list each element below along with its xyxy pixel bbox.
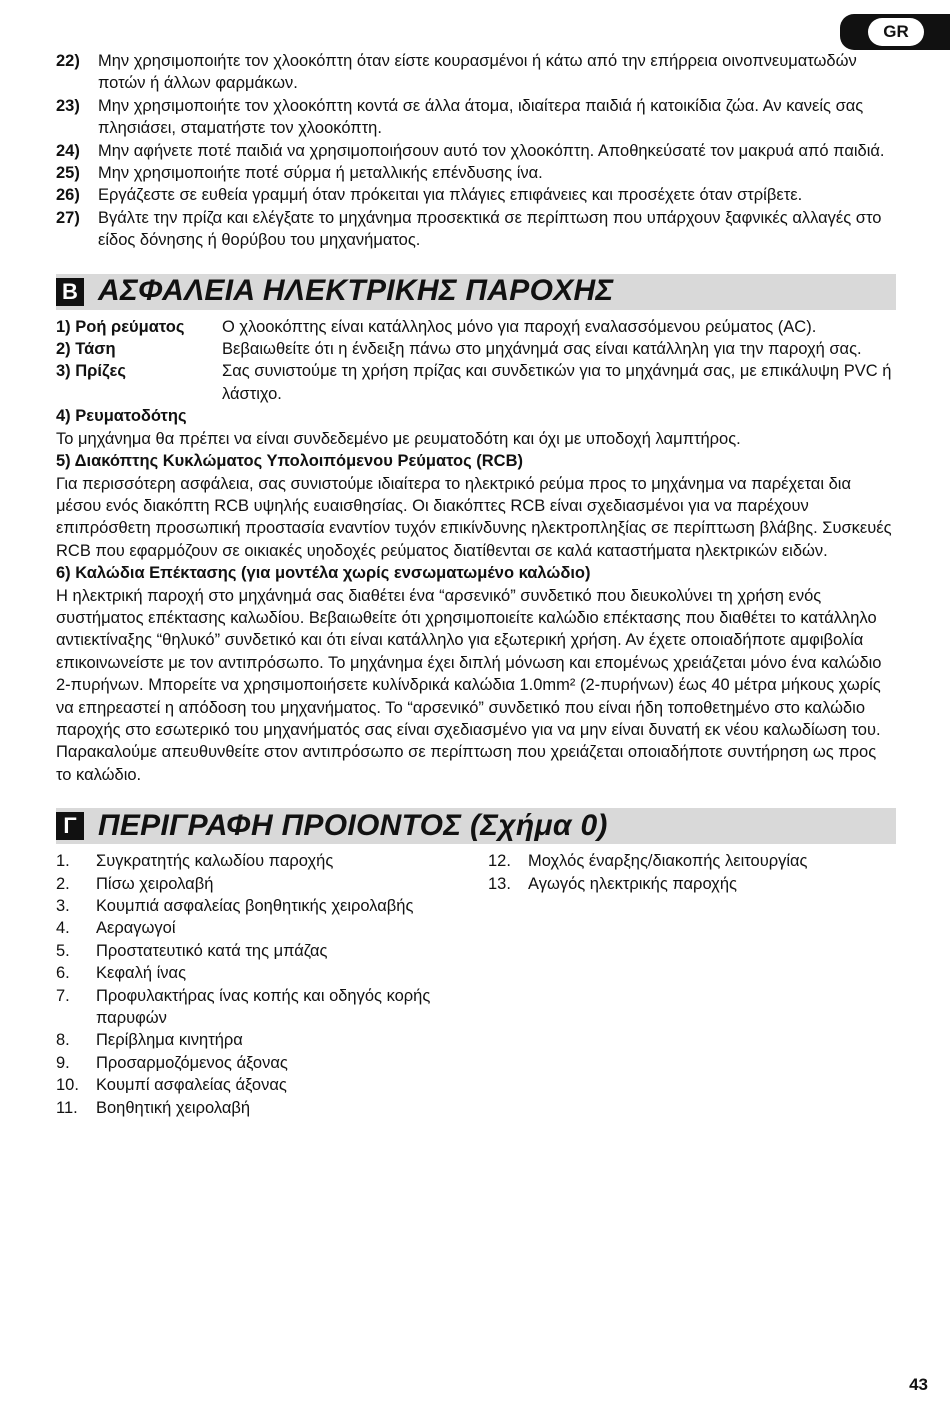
definition-text: Βεβαιωθείτε ότι η ένδειξη πάνω στο μηχάνημά σας είναι κατάλληλη για την παροχή σας. bbox=[222, 340, 862, 359]
section-letter-badge: Γ bbox=[56, 812, 84, 840]
subsection-heading: 4) Ρευματοδότης bbox=[56, 407, 187, 426]
item-number: 6. bbox=[56, 964, 70, 983]
list-item bbox=[56, 895, 488, 917]
definition-row bbox=[56, 338, 896, 360]
item-number: 25) bbox=[56, 164, 80, 183]
list-item bbox=[56, 95, 896, 140]
item-text: Περίβλημα κινητήρα bbox=[96, 1031, 243, 1050]
list-item bbox=[56, 917, 488, 939]
item-number: 2. bbox=[56, 874, 70, 893]
list-item bbox=[56, 962, 488, 984]
list-item bbox=[56, 162, 896, 184]
item-text: Εργάζεστε σε ευθεία γραμμή όταν πρόκειται για πλάγιες επιφάνειες και προσέχετε όταν στρίβετε. bbox=[98, 186, 803, 205]
section-g-header bbox=[56, 808, 896, 844]
item-number: 10. bbox=[56, 1076, 79, 1095]
item-number: 1. bbox=[56, 852, 70, 871]
subsection-heading: 6) Καλώδια Επέκτασης (για μοντέλα χωρίς ενσωματωμένο καλώδιο) bbox=[56, 564, 591, 583]
language-badge: GR bbox=[868, 18, 924, 46]
definition-text: Σας συνιστούμε τη χρήση πρίζας και συνδετικών για το μηχάνημά σας, με επικάλυψη PVC ή λάστιχο. bbox=[222, 362, 892, 403]
item-number: 27) bbox=[56, 208, 80, 227]
list-item bbox=[56, 1097, 488, 1119]
product-parts-list bbox=[56, 850, 896, 1119]
definition-row bbox=[56, 360, 896, 405]
list-item bbox=[56, 985, 488, 1030]
subsection-text: Η ηλεκτρική παροχή στο μηχάνημά σας διαθέτει ένα “αρσενικό” συνδετικό που διευκολύνει τη χρήση ενός συστήματος επέκτασης καλωδίου. Βεβαιωθείτε ότι χρησιμοποιείτε καλώδιο επέκτασης που διαθέτει το κατάλληλο αντιεκτίναξης “θηλυκό” συνδετικό και ότι είναι κατάλληλο για εξωτερική χρήση. Αν έχετε οποιαδήποτε αμφιβολία επικοινωνείστε με τον αντιπρόσωπο. Το μηχάνημα έχει διπλή μόνωση και επομένως χρειάζεται μόνο ένα καλώδιο 2-πυρήνων. Μπορείτε να χρησιμοποιήσετε κυλίνδρικά καλώδια 1.0mm² (2-πυρήνων) έως 40 μέτρα μήκους χωρίς να επηρεαστεί η απόδοση του μηχανήματος. Το “αρσενικό” συνδετικό που είναι ήδη τοποθετημένο στο καλώδιο παροχής στο εσωτερικό του μηχανήματός σας είναι σχεδιασμένο για να μην είναι δυνατή εκ νέου καλωδίωση του. Παρακαλούμε απευθυνθείτε στον αντιπρόσωπο σε περίπτωση που χρειάζεται οποιαδήποτε συντήρηση ως προς το καλώδιο. bbox=[56, 586, 882, 784]
list-item bbox=[56, 850, 488, 872]
item-text: Κεφαλή ίνας bbox=[96, 964, 187, 983]
page-number: 43 bbox=[909, 1375, 928, 1394]
item-number: 8. bbox=[56, 1031, 70, 1050]
item-number: 4. bbox=[56, 919, 70, 938]
item-text: Προσαρμοζόμενος άξονας bbox=[96, 1053, 288, 1072]
item-number: 23) bbox=[56, 96, 80, 115]
item-text: Αεραγωγοί bbox=[96, 919, 176, 938]
parts-column-right bbox=[488, 850, 896, 1119]
item-text: Προφυλακτήρας ίνας κοπής και οδηγός κορής παρυφών bbox=[96, 986, 431, 1028]
safety-list bbox=[56, 50, 896, 252]
section-letter-badge: B bbox=[56, 278, 84, 306]
list-item bbox=[488, 850, 896, 872]
item-text: Μην χρησιμοποιήτε τον χλοοκόπτη κοντά σε άλλα άτομα, ιδιαίτερα παιδιά ή κατοικίδια ζώα. Αν κανείς σας πλησιάσει, σταματήστε τον χλοοκόπτη. bbox=[98, 96, 864, 138]
item-text: Προστατευτικό κατά της μπάζας bbox=[96, 941, 328, 960]
item-number: 11. bbox=[56, 1098, 78, 1117]
parts-column-left bbox=[56, 850, 488, 1119]
item-text: Βοηθητική χειρολαβή bbox=[96, 1098, 251, 1117]
list-item bbox=[56, 1074, 488, 1096]
item-number: 7. bbox=[56, 986, 70, 1005]
list-item bbox=[56, 184, 896, 206]
subsection-text: Το μηχάνημα θα πρέπει να είναι συνδεδεμένο με ρευματοδότη και όχι με υποδοχή λαμπτήρος. bbox=[56, 429, 741, 448]
item-number: 22) bbox=[56, 52, 80, 70]
language-tab bbox=[840, 14, 950, 50]
item-text: Αγωγός ηλεκτρικής παροχής bbox=[528, 874, 737, 893]
item-number: 24) bbox=[56, 141, 80, 160]
item-text: Μοχλός έναρξης/διακοπής λειτουργίας bbox=[528, 852, 808, 871]
item-number: 12. bbox=[488, 852, 511, 871]
definition-term: 3) Πρίζες bbox=[56, 362, 126, 381]
item-text: Μην χρησιμοποιήτε τον χλοοκόπτη όταν είστε κουρασμένοι ή κάτω από την επήρρεια οινοπνευματωδών ποτών ή άλλων φαρμάκων. bbox=[98, 52, 857, 93]
list-item bbox=[56, 207, 896, 252]
definition-term: 2) Τάση bbox=[56, 340, 116, 359]
definition-row bbox=[56, 316, 896, 338]
list-item bbox=[56, 1029, 488, 1051]
list-item bbox=[56, 140, 896, 162]
item-number: 26) bbox=[56, 186, 80, 205]
item-text: Κουμπί ασφαλείας άξονας bbox=[96, 1076, 287, 1095]
electrical-definitions bbox=[56, 316, 896, 406]
section-title: ΑΣΦΑΛΕΙΑ ΗΛΕΚΤΡΙΚΗΣ ΠΑΡΟΧΗΣ bbox=[98, 274, 614, 308]
definition-term: 1) Ροή ρεύματος bbox=[56, 317, 185, 336]
item-number: 13. bbox=[488, 874, 511, 893]
list-item bbox=[488, 873, 896, 895]
item-text: Μην αφήνετε ποτέ παιδιά να χρησιμοποιήσουν αυτό τον χλοοκόπτη. Αποθηκεύσατέ τον μακρυά από παιδιά. bbox=[98, 141, 885, 160]
item-text: Βγάλτε την πρίζα και ελέγξατε το μηχάνημα προσεκτικά σε περίπτωση που υπάρχουν ξαφνικές αλλαγές στο είδος δόνησης ή θορύβου του μηχανήματος. bbox=[98, 208, 882, 250]
subsection-heading: 5) Διακόπτης Κυκλώματος Υπολοιπόμενου Ρεύματος (RCB) bbox=[56, 452, 524, 471]
definition-text: Ο χλοοκόπτης είναι κατάλληλος μόνο για παροχή εναλασσόμενου ρεύματος (AC). bbox=[222, 317, 817, 336]
list-item bbox=[56, 50, 896, 95]
list-item bbox=[56, 1052, 488, 1074]
page-content bbox=[56, 50, 896, 1119]
item-number: 3. bbox=[56, 897, 70, 915]
item-number: 5. bbox=[56, 941, 70, 960]
section-title: ΠΕΡΙΓΡΑΦΗ ΠΡΟΙΟΝΤΟΣ (Σχήμα 0) bbox=[98, 808, 608, 842]
section-b-header bbox=[56, 274, 896, 310]
subsection-text: Για περισσότερη ασφάλεια, σας συνιστούμε ιδιαίτερα το ηλεκτρικό ρεύμα προς το μηχάνημα να παρέχεται δια μέσου ενός διακόπτη RCB υψηλής ευαισθησίας. Οι διακόπτες RCB είναι σχεδιασμένοι για να παρέχουν επιπρόσθετη προσωπική προστασία εναντίον τυχόν επικίνδυνης ηλεκτροπληξίας σε περίπτωση βλάβης. Συσκευές RCB που εφαρμόζουν σε οικιακές υηοδοχές ρεύματος διατίθενται σε καλά καταστήματα ηλεκτρικών ειδών. bbox=[56, 474, 892, 560]
item-text: Μην χρησιμοποιήτε ποτέ σύρμα ή μεταλλικής επένδυσης ίνα. bbox=[98, 164, 543, 183]
item-text: Κουμπιά ασφαλείας βοηθητικής χειρολαβής bbox=[96, 897, 414, 915]
list-item bbox=[56, 940, 488, 962]
list-item bbox=[56, 873, 488, 895]
item-text: Συγκρατητής καλωδίου παροχής bbox=[96, 852, 334, 871]
item-number: 9. bbox=[56, 1053, 70, 1072]
item-text: Πίσω χειρολαβή bbox=[96, 874, 214, 893]
